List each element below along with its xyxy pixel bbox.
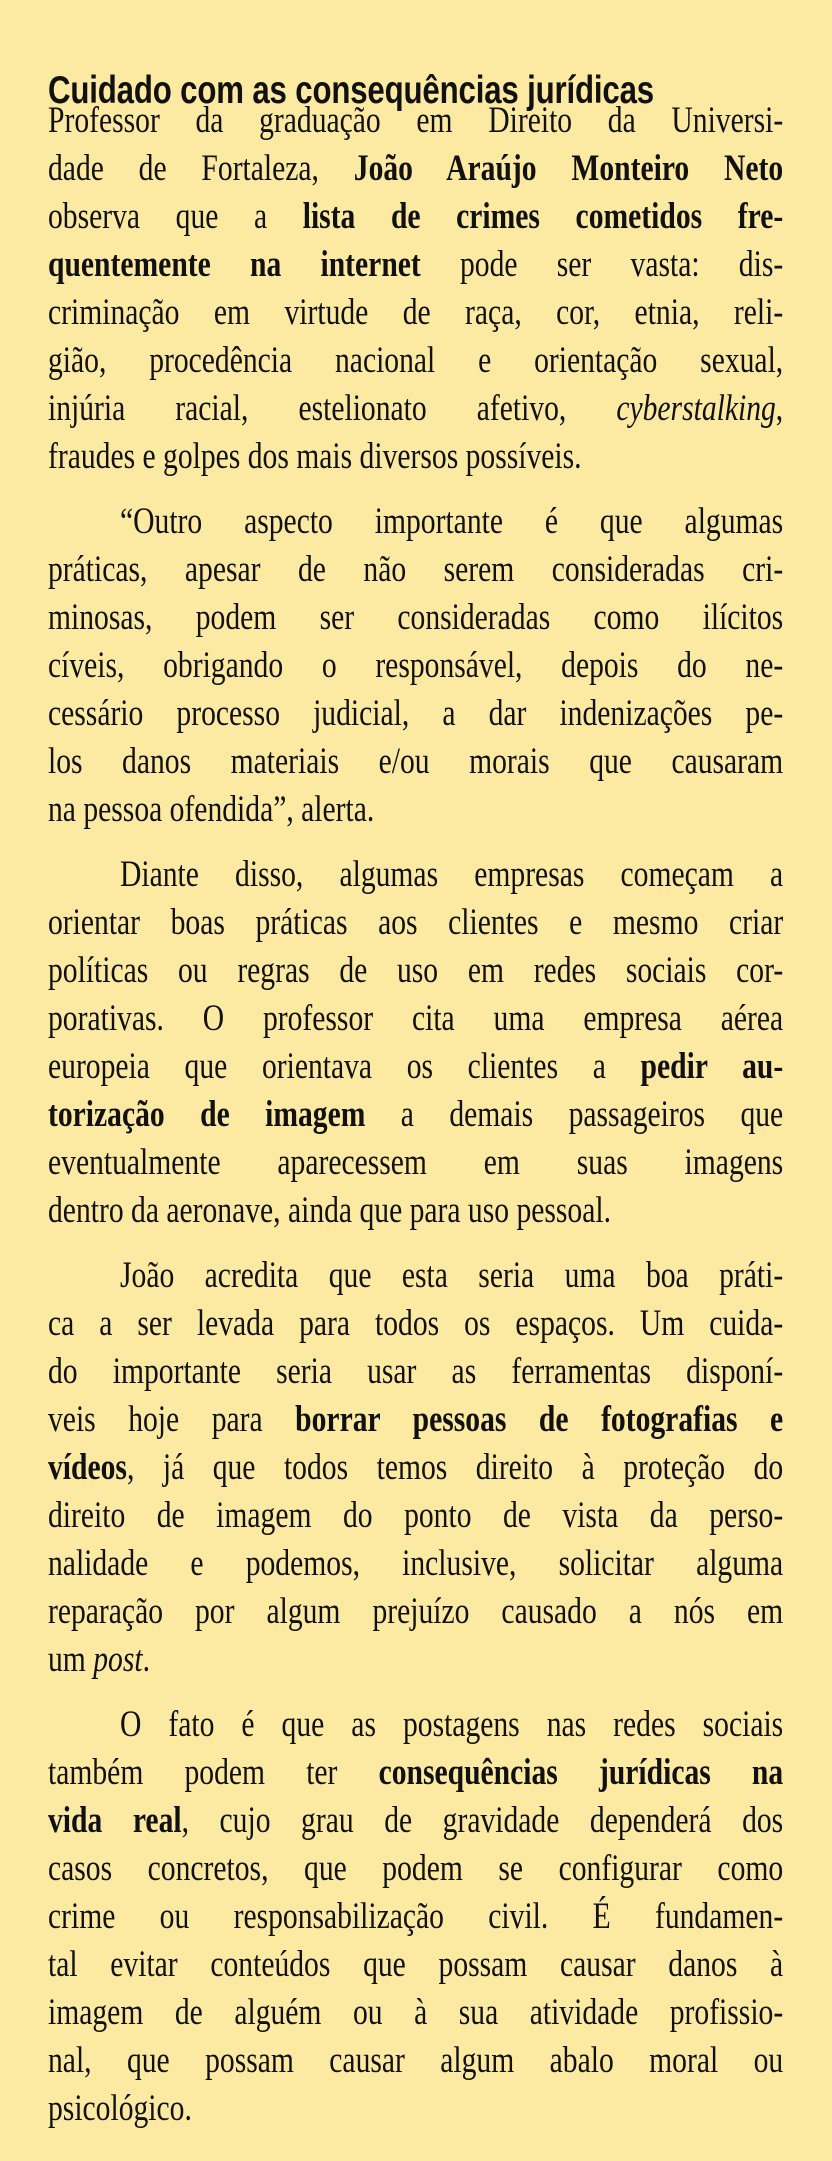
text-line bbox=[48, 786, 783, 834]
text-line bbox=[48, 1396, 783, 1444]
text-line bbox=[48, 1300, 783, 1348]
text-segment: crime ou responsabilização civil. É fundamen- bbox=[48, 1896, 784, 1937]
paragraph bbox=[48, 498, 783, 834]
text-line bbox=[48, 1989, 783, 2037]
bold-text: vida real bbox=[48, 1800, 182, 1841]
bold-text: vídeos bbox=[48, 1447, 127, 1488]
text-line bbox=[48, 1492, 783, 1540]
bold-text: lista de crimes cometidos fre- bbox=[302, 196, 784, 237]
italic-text: post bbox=[93, 1639, 143, 1680]
text-segment: orientar boas práticas aos clientes e mesmo criar bbox=[48, 902, 784, 943]
text-segment: a demais passageiros que bbox=[365, 1094, 784, 1135]
text-segment: “Outro aspecto importante é que algumas bbox=[120, 501, 784, 542]
text-line bbox=[48, 385, 783, 433]
text-line bbox=[120, 498, 783, 546]
text-line bbox=[48, 2037, 783, 2085]
text-line bbox=[48, 1043, 783, 1091]
text-segment: , já que todos temos direito à proteção do bbox=[126, 1447, 784, 1488]
text-segment: cíveis, obrigando o responsável, depois do ne- bbox=[48, 645, 784, 686]
text-line bbox=[120, 851, 783, 899]
text-line bbox=[48, 1941, 783, 1989]
text-line bbox=[48, 642, 783, 690]
text-segment: tal evitar conteúdos que possam causar danos à bbox=[48, 1944, 784, 1985]
text-line bbox=[48, 995, 783, 1043]
text-segment: pode ser vasta: dis- bbox=[420, 244, 784, 285]
bold-text: João Araújo Monteiro Neto bbox=[353, 148, 784, 189]
text-segment: dentro da aeronave, ainda que para uso pessoal. bbox=[48, 1190, 611, 1231]
text-line bbox=[48, 1187, 783, 1235]
text-segment: porativas. O professor cita uma empresa aérea bbox=[48, 998, 784, 1039]
text-segment: cessário processo judicial, a dar indenizações pe- bbox=[48, 693, 784, 734]
paragraph bbox=[48, 1701, 783, 2133]
text-line bbox=[48, 594, 783, 642]
text-line bbox=[48, 1139, 783, 1187]
text-segment: casos concretos, que podem se configurar como bbox=[48, 1848, 784, 1889]
text-line bbox=[48, 1893, 783, 1941]
bold-text: borrar pessoas de fotografias e bbox=[295, 1399, 784, 1440]
bold-text: pedir au- bbox=[640, 1046, 784, 1087]
text-line bbox=[48, 947, 783, 995]
text-segment: eventualmente aparecessem em suas imagens bbox=[48, 1142, 784, 1183]
text-segment: ca a ser levada para todos os espaços. Um cuida- bbox=[48, 1303, 784, 1344]
text-line bbox=[48, 337, 783, 385]
text-segment: na pessoa ofendida”, alerta. bbox=[48, 789, 375, 830]
paragraph bbox=[48, 851, 783, 1235]
italic-text: cyberstalking bbox=[616, 388, 776, 429]
text-segment: nalidade e podemos, inclusive, solicitar alguma bbox=[48, 1543, 784, 1584]
text-segment: práticas, apesar de não serem consideradas cri- bbox=[48, 549, 784, 590]
text-segment: direito de imagem do ponto de vista da perso- bbox=[48, 1495, 784, 1536]
text-line bbox=[48, 1540, 783, 1588]
text-line bbox=[48, 193, 783, 241]
text-line bbox=[48, 1091, 783, 1139]
bold-text: quentemente na internet bbox=[48, 244, 421, 285]
text-segment: também podem ter bbox=[48, 1752, 379, 1793]
text-segment: nal, que possam causar algum abalo moral ou bbox=[48, 2040, 784, 2081]
paragraph bbox=[48, 1252, 783, 1684]
text-segment: los danos materiais e/ou morais que causaram bbox=[48, 741, 784, 782]
text-segment: imagem de alguém ou à sua atividade profissio- bbox=[48, 1992, 784, 2033]
text-segment: reparação por algum prejuízo causado a nós em bbox=[48, 1591, 784, 1632]
text-line bbox=[120, 1701, 783, 1749]
text-line bbox=[120, 1252, 783, 1300]
article-heading: Cuidado com as consequências jurídicas bbox=[48, 69, 654, 113]
text-line bbox=[48, 97, 783, 145]
article-body bbox=[48, 97, 783, 2150]
text-segment: Professor da graduação em Direito da Universi- bbox=[48, 100, 784, 141]
text-line bbox=[48, 1797, 783, 1845]
text-line bbox=[48, 433, 783, 481]
text-segment: , bbox=[775, 388, 784, 429]
text-line bbox=[48, 1348, 783, 1396]
text-segment: dade de Fortaleza, bbox=[48, 148, 354, 189]
text-segment: observa que a bbox=[48, 196, 303, 237]
text-line bbox=[48, 2085, 783, 2133]
text-segment: . bbox=[142, 1639, 150, 1680]
text-segment: psicológico. bbox=[48, 2088, 192, 2129]
text-line bbox=[48, 241, 783, 289]
bold-text: consequências jurídicas na bbox=[378, 1752, 784, 1793]
text-segment: criminação em virtude de raça, cor, etnia, reli- bbox=[48, 292, 784, 333]
text-segment: Diante disso, algumas empresas começam a bbox=[120, 854, 784, 895]
text-segment: O fato é que as postagens nas redes sociais bbox=[120, 1704, 784, 1745]
text-segment: gião, procedência nacional e orientação sexual, bbox=[48, 340, 784, 381]
text-segment: políticas ou regras de uso em redes sociais cor- bbox=[48, 950, 784, 991]
paragraph bbox=[48, 97, 783, 481]
text-line bbox=[48, 899, 783, 947]
text-segment: , cujo grau de gravidade dependerá dos bbox=[181, 1800, 784, 1841]
text-segment: fraudes e golpes dos mais diversos possíveis. bbox=[48, 436, 582, 477]
text-line bbox=[48, 289, 783, 337]
text-line bbox=[48, 1636, 783, 1684]
text-segment: minosas, podem ser consideradas como ilícitos bbox=[48, 597, 784, 638]
bold-text: torização de imagem bbox=[48, 1094, 366, 1135]
text-line bbox=[48, 145, 783, 193]
text-segment: injúria racial, estelionato afetivo, bbox=[48, 388, 617, 429]
text-segment: europeia que orientava os clientes a bbox=[48, 1046, 641, 1087]
text-line bbox=[48, 1588, 783, 1636]
text-line bbox=[48, 1845, 783, 1893]
text-segment: do importante seria usar as ferramentas disponí- bbox=[48, 1351, 784, 1392]
text-segment: João acredita que esta seria uma boa práti- bbox=[120, 1255, 784, 1296]
text-line bbox=[48, 1749, 783, 1797]
text-line bbox=[48, 690, 783, 738]
text-segment: veis hoje para bbox=[48, 1399, 296, 1440]
text-line bbox=[48, 546, 783, 594]
text-line bbox=[48, 1444, 783, 1492]
text-segment: um bbox=[48, 1639, 94, 1680]
text-line bbox=[48, 738, 783, 786]
